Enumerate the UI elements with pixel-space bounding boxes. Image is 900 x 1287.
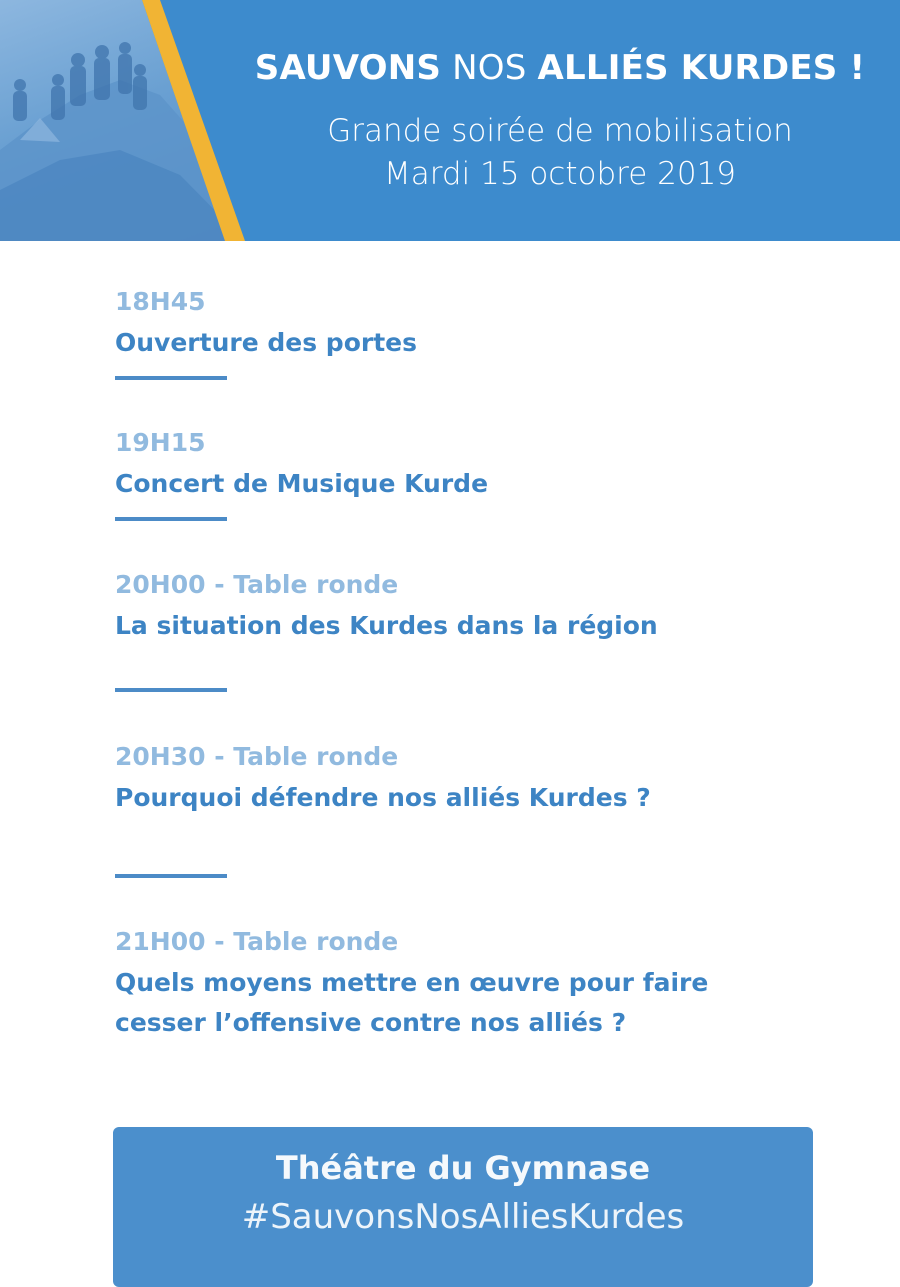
venue-hashtag: #SauvonsNosAlliesKurdes — [241, 1197, 685, 1237]
title-part-1: SAUVONS — [254, 48, 442, 88]
schedule-time: 18H45 — [115, 287, 206, 316]
header-banner — [0, 0, 900, 241]
subtitle-date: Mardi 15 octobre 2019 — [383, 156, 737, 192]
schedule-time: 21H00 - Table ronde — [115, 927, 399, 956]
venue-box — [113, 1127, 813, 1287]
subtitle-event: Grande soirée de mobilisation — [327, 113, 793, 149]
schedule-time: 20H00 - Table ronde — [115, 570, 399, 599]
schedule-description: Concert de Musique Kurde — [115, 469, 489, 498]
page-title — [215, 48, 900, 88]
schedule-description: La situation des Kurdes dans la région — [115, 611, 658, 640]
schedule-description-line-1: Quels moyens mettre en œuvre pour faire — [115, 968, 709, 997]
schedule-description: Ouverture des portes — [115, 328, 417, 357]
schedule-time: 20H30 - Table ronde — [115, 742, 399, 771]
divider — [115, 874, 227, 878]
schedule-description: Pourquoi défendre nos alliés Kurdes ? — [115, 783, 651, 812]
venue-name: Théâtre du Gymnase — [275, 1149, 651, 1187]
title-part-3: ALLIÉS KURDES ! — [537, 48, 866, 88]
title-part-2: NOS — [452, 48, 527, 88]
schedule-time: 19H15 — [115, 428, 206, 457]
divider — [115, 376, 227, 380]
soldiers-photo-illustration — [0, 0, 245, 241]
divider — [115, 517, 227, 521]
schedule-description-line-2: cesser l’offensive contre nos alliés ? — [115, 1008, 627, 1037]
header-photo — [0, 0, 245, 241]
divider — [115, 688, 227, 692]
